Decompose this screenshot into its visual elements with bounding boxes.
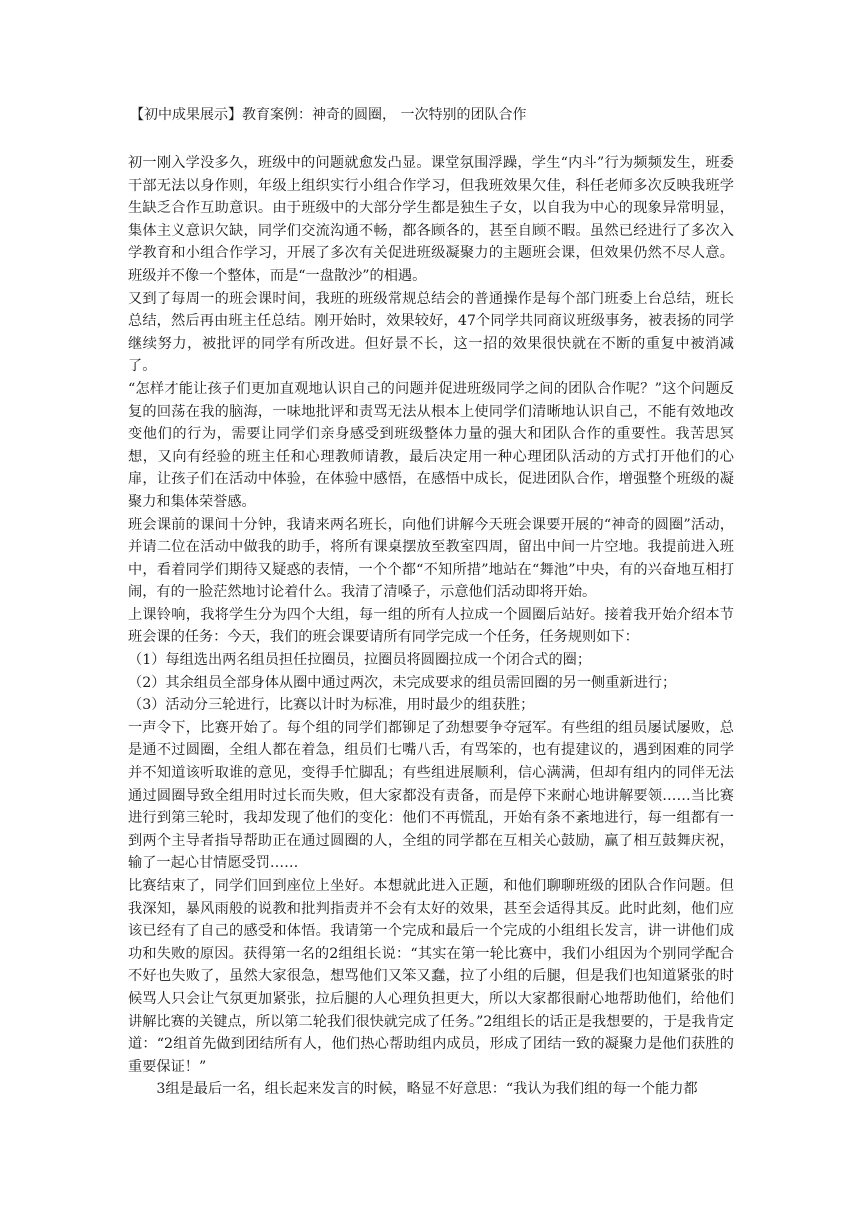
paragraph: 3组是最后一名，组长起来发言的时候，略显不好意思：“我认为我们组的每一个能力都 <box>156 1081 698 1098</box>
paragraph: 又到了每周一的班会课时间，我班的班级常规总结会的普通操作是每个部门班委上台总结，班长总结，然后再由班主任总结。刚开始时，效果较好，47个同学共同商议班级事务，被表扬的同学继续努力，被批评的同学有所改进。但好景不长，这一招的效果很快就在不断的重复中被消减了。 <box>128 290 734 375</box>
rule-item: （2）其余组员全部身体从圈中通过两次，未完成要求的组员需回圈的另一侧重新进行； <box>128 674 677 691</box>
paragraph: “怎样才能让孩子们更加直观地认识自己的问题并促进班级同学之间的团队合作呢？”这个问题反复的回荡在我的脑海，一味地批评和责骂无法从根本上使同学们清晰地认识自己，不能有效地改变他们的行为，需要让同学们亲身感受到班级整体力量的强大和团队合作的重要性。我苦思冥想，又向有经验的班主任和心理教师请教，最后决定用一种心理团队活动的方式打开他们的心扉，让孩子们在活动中体验，在体验中感悟，在感悟中成长，促进团队合作，增强整个班级的凝聚力和集体荣誉感。 <box>128 380 734 510</box>
document-body <box>128 152 734 1101</box>
rule-item: （3）活动分三轮进行，比赛以计时为标准，用时最少的组获胜； <box>128 697 535 714</box>
paragraph: 初一刚入学没多久，班级中的问题就愈发凸显。课堂氛围浮躁，学生“内斗”行为频频发生，班委干部无法以身作则，年级上组织实行小组合作学习，但我班效果欠佳，科任老师多次反映我班学生缺乏合作互助意识。由于班级中的大部分学生都是独生子女，以自我为中心的现象异常明显，集体主义意识欠缺，同学们交流沟通不畅，都各顾各的，甚至自顾不暇。虽然已经进行了多次入学教育和小组合作学习，开展了多次有关促进班级凝聚力的主题班会课，但效果仍然不尽人意。班级并不像一个整体，而是“一盘散沙”的相遇。 <box>128 155 734 284</box>
paragraph: 上课铃响，我将学生分为四个大组，每一组的所有人拉成一个圆圈后站好。接着我开始介绍本节班会课的任务：今天，我们的班会课要请所有同学完成一个任务，任务规则如下： <box>128 606 734 646</box>
paragraph: 班会课前的课间十分钟，我请来两名班长，向他们讲解今天班会课要开展的“神奇的圆圈”活动，并请二位在活动中做我的助手，将所有课桌摆放至教室四周，留出中间一片空地。我提前进入班中，看着同学们期待又疑惑的表情，一个个都“不知所措”地站在“舞池”中央，有的兴奋地互相打闹，有的一脸茫然地讨论着什么。我清了清嗓子，示意他们活动即将开始。 <box>128 516 734 601</box>
document-title: 【初中成果展示】教育案例：神奇的圆圈， 一次特别的团队合作 <box>130 107 527 123</box>
document-page <box>128 104 734 1101</box>
paragraph: 比赛结束了，同学们回到座位上坐好。本想就此进入正题，和他们聊聊班级的团队合作问题。但我深知，暴风雨般的说教和批判指责并不会有太好的效果，甚至会适得其反。此时此刻，他们应该已经有了自己的感受和体悟。我请第一个完成和最后一个完成的小组组长发言，讲一讲他们成功和失败的原因。获得第一名的2组组长说：“其实在第一轮比赛中，我们小组因为个别同学配合不好也失败了，虽然大家很急，想骂他们又笨又蠢，拉了小组的后腿，但是我们也知道紧张的时候骂人只会让气氛更加紧张，拉后腿的人心理负担更大，所以大家都很耐心地帮助他们，给他们讲解比赛的关键点，所以第二轮我们很快就完成了任务。”2组组长的话正是我想要的，于是我肯定道：“2组首先做到团结所有人，他们热心帮助组内成员，形成了团结一致的凝聚力是他们获胜的重要保证！” <box>128 878 734 1075</box>
paragraph: 一声令下，比赛开始了。每个组的同学们都铆足了劲想要争夺冠军。有些组的组员屡试屡败，总是通不过圆圈，全组人都在着急，组员们七嘴八舌，有骂笨的，也有提建议的，遇到困难的同学并不知道该听取谁的意见，变得手忙脚乱；有些组进展顺利，信心满满，但却有组内的同伴无法通过圆圈导致全组用时过长而失败，但大家都没有责备，而是停下来耐心地讲解要领……当比赛进行到第三轮时，我却发现了他们的变化：他们不再慌乱，开始有条不紊地进行，每一组都有一到两个主导者指导帮助正在通过圆圈的人，全组的同学都在互相关心鼓励，赢了相互鼓舞庆祝，输了一起心甘情愿受罚…… <box>128 719 734 872</box>
rule-item: （1）每组选出两名组员担任拉圈员，拉圈员将圆圈拉成一个闭合式的圈； <box>128 652 592 669</box>
